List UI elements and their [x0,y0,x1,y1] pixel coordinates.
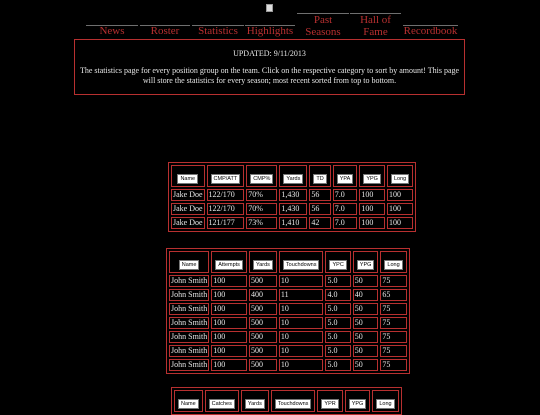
table-cell: 121/177 [207,217,245,229]
table-cell: 100 [211,359,247,371]
receiving-header-cell [317,390,342,412]
table-row [169,289,407,301]
receiving-header-cell [372,390,398,412]
table-row [171,203,413,215]
passing-header-cell [359,165,385,187]
sort-button-yards[interactable]: Yards [245,399,265,409]
intro-text: The statistics page for every position group on the team. Click on the respective category to sort by amount! This page will store the statistics for every season; most recent sorted from top to bottom. [79,66,460,85]
passing-header-row [171,165,413,187]
passing-stats-table [168,162,416,232]
table-cell: Jake Doe [173,218,203,227]
passing-header-cell [279,165,307,187]
table-cell: 75 [380,275,406,287]
table-cell: John Smith [171,318,208,327]
nav-news[interactable]: News [86,25,138,37]
nav-past-seasons-line1: Past [313,14,333,26]
table-cell: 42 [309,217,330,229]
table-cell: 7.0 [333,189,358,201]
table-cell: 7.0 [333,203,358,215]
table-cell: John Smith [171,332,208,341]
nav-statistics[interactable]: Statistics [192,25,244,37]
sort-button-catches[interactable]: Catches [209,399,235,409]
rushing-header-cell [211,251,247,273]
table-cell: 65 [380,289,406,301]
table-cell: 122/170 [207,203,245,215]
table-cell: 1,410 [279,217,307,229]
table-cell: 500 [249,331,277,343]
table-cell: 10 [279,331,324,343]
sort-button-long[interactable]: Long [376,399,394,409]
table-cell: 100 [359,189,385,201]
receiving-header-cell [205,390,239,412]
sort-button-ypg[interactable]: YPG [363,174,381,184]
sort-button-ypc[interactable]: YPC [329,260,346,270]
rushing-header-row [169,251,407,273]
table-cell: 5.0 [325,345,350,357]
sort-button-ypg[interactable]: YPG [349,399,367,409]
rushing-header-cell [380,251,406,273]
table-cell: 122/170 [207,189,245,201]
rushing-body [169,275,407,371]
table-cell: 75 [380,331,406,343]
passing-header-cell [333,165,358,187]
passing-header-cell [309,165,330,187]
sort-button-ypr[interactable]: YPR [321,399,338,409]
receiving-header-cell [345,390,371,412]
sort-button-ypg[interactable]: YPG [357,260,375,270]
rushing-header-cell [279,251,324,273]
receiving-header-cell [174,390,203,412]
table-cell: 50 [353,331,379,343]
table-cell: 10 [279,345,324,357]
passing-header-cell [246,165,277,187]
sort-button-ypa[interactable]: YPA [337,174,354,184]
table-cell: 75 [380,303,406,315]
table-row [169,275,407,287]
table-cell: 10 [279,317,324,329]
table-cell: 75 [380,359,406,371]
table-cell: 500 [249,275,277,287]
nav-past-seasons[interactable] [297,13,349,38]
table-cell: John Smith [171,276,208,285]
table-cell: 40 [353,289,379,301]
sort-button-long[interactable]: Long [391,174,409,184]
sort-button-name[interactable]: Name [177,174,198,184]
nav-past-seasons-line2: Seasons [305,26,341,38]
table-cell: 100 [387,217,413,229]
table-cell: 100 [211,289,247,301]
table-row [171,189,413,201]
table-cell: 500 [249,303,277,315]
table-cell: 100 [387,189,413,201]
rushing-stats-table [166,248,410,374]
table-row [169,303,407,315]
table-cell: 5.0 [325,317,350,329]
receiving-header-row [174,390,399,412]
table-cell: 56 [309,189,330,201]
rushing-header-cell [169,251,209,273]
passing-header-cell [171,165,205,187]
table-cell: John Smith [171,346,208,355]
table-cell: 100 [211,317,247,329]
sort-button-touchdowns[interactable]: Touchdowns [275,399,312,409]
table-cell: 50 [353,317,379,329]
table-cell: 50 [353,345,379,357]
table-cell: 70% [246,189,277,201]
table-cell: 10 [279,303,324,315]
nav-highlights[interactable]: Highlights [246,25,294,37]
table-cell: John Smith [171,360,208,369]
table-row [171,217,413,229]
table-cell: 5.0 [325,331,350,343]
table-cell: 75 [380,317,406,329]
table-cell: 5.0 [325,275,350,287]
nav-hall-of-fame-line1: Hall of [360,14,391,26]
sort-button-name[interactable]: Name [179,260,200,270]
table-cell: John Smith [171,290,208,299]
passing-body [171,189,413,229]
table-row [169,317,407,329]
table-cell: 75 [380,345,406,357]
updated-date: UPDATED: 9/11/2013 [233,49,306,58]
sort-button-yards[interactable]: Yards [253,260,273,270]
table-cell: 56 [309,203,330,215]
table-cell: John Smith [171,304,208,313]
table-cell: 10 [279,275,324,287]
nav-roster[interactable]: Roster [140,25,190,37]
table-cell: 70% [246,203,277,215]
table-cell: Jake Doe [173,204,203,213]
table-row [169,345,407,357]
table-cell: 100 [211,303,247,315]
table-cell: 10 [279,359,324,371]
nav-hall-of-fame-line2: Fame [363,26,388,38]
table-cell: 5.0 [325,359,350,371]
table-cell: 100 [211,275,247,287]
table-cell: 100 [387,203,413,215]
table-cell: 500 [249,345,277,357]
sort-button-name[interactable]: Name [178,399,199,409]
table-cell: Jake Doe [173,190,203,199]
sort-button-attempts[interactable]: Attempts [215,260,243,270]
sort-button-td[interactable]: TD [313,174,326,184]
table-cell: 500 [249,317,277,329]
receiving-header-cell [241,390,269,412]
table-cell: 4.0 [325,289,350,301]
receiving-stats-table [171,387,402,415]
table-cell: 5.0 [325,303,350,315]
rushing-header-cell [249,251,277,273]
sort-button-yards[interactable]: Yards [283,174,303,184]
passing-header-cell [387,165,413,187]
table-cell: 100 [359,217,385,229]
rushing-header-cell [325,251,350,273]
sort-button-cmp-att[interactable]: CMP/ATT [211,174,241,184]
sort-button-long[interactable]: Long [384,260,402,270]
sort-button-cmp-[interactable]: CMP% [250,174,273,184]
nav-recordbook[interactable]: Recordbook [403,25,458,37]
table-cell: 500 [249,359,277,371]
table-cell: 1,430 [279,189,307,201]
table-row [169,331,407,343]
table-cell: 73% [246,217,277,229]
table-cell: 50 [353,303,379,315]
table-row [169,359,407,371]
receiving-header-cell [271,390,316,412]
sort-button-touchdowns[interactable]: Touchdowns [283,260,320,270]
table-cell: 7.0 [333,217,358,229]
main-nav [0,0,540,40]
intro-panel [74,39,465,95]
nav-hall-of-fame[interactable] [350,13,401,38]
table-cell: 100 [359,203,385,215]
table-cell: 11 [279,289,324,301]
table-cell: 1,430 [279,203,307,215]
table-cell: 50 [353,359,379,371]
table-cell: 50 [353,275,379,287]
rushing-header-cell [353,251,379,273]
table-cell: 100 [211,331,247,343]
passing-header-cell [207,165,245,187]
table-cell: 100 [211,345,247,357]
table-cell: 400 [249,289,277,301]
